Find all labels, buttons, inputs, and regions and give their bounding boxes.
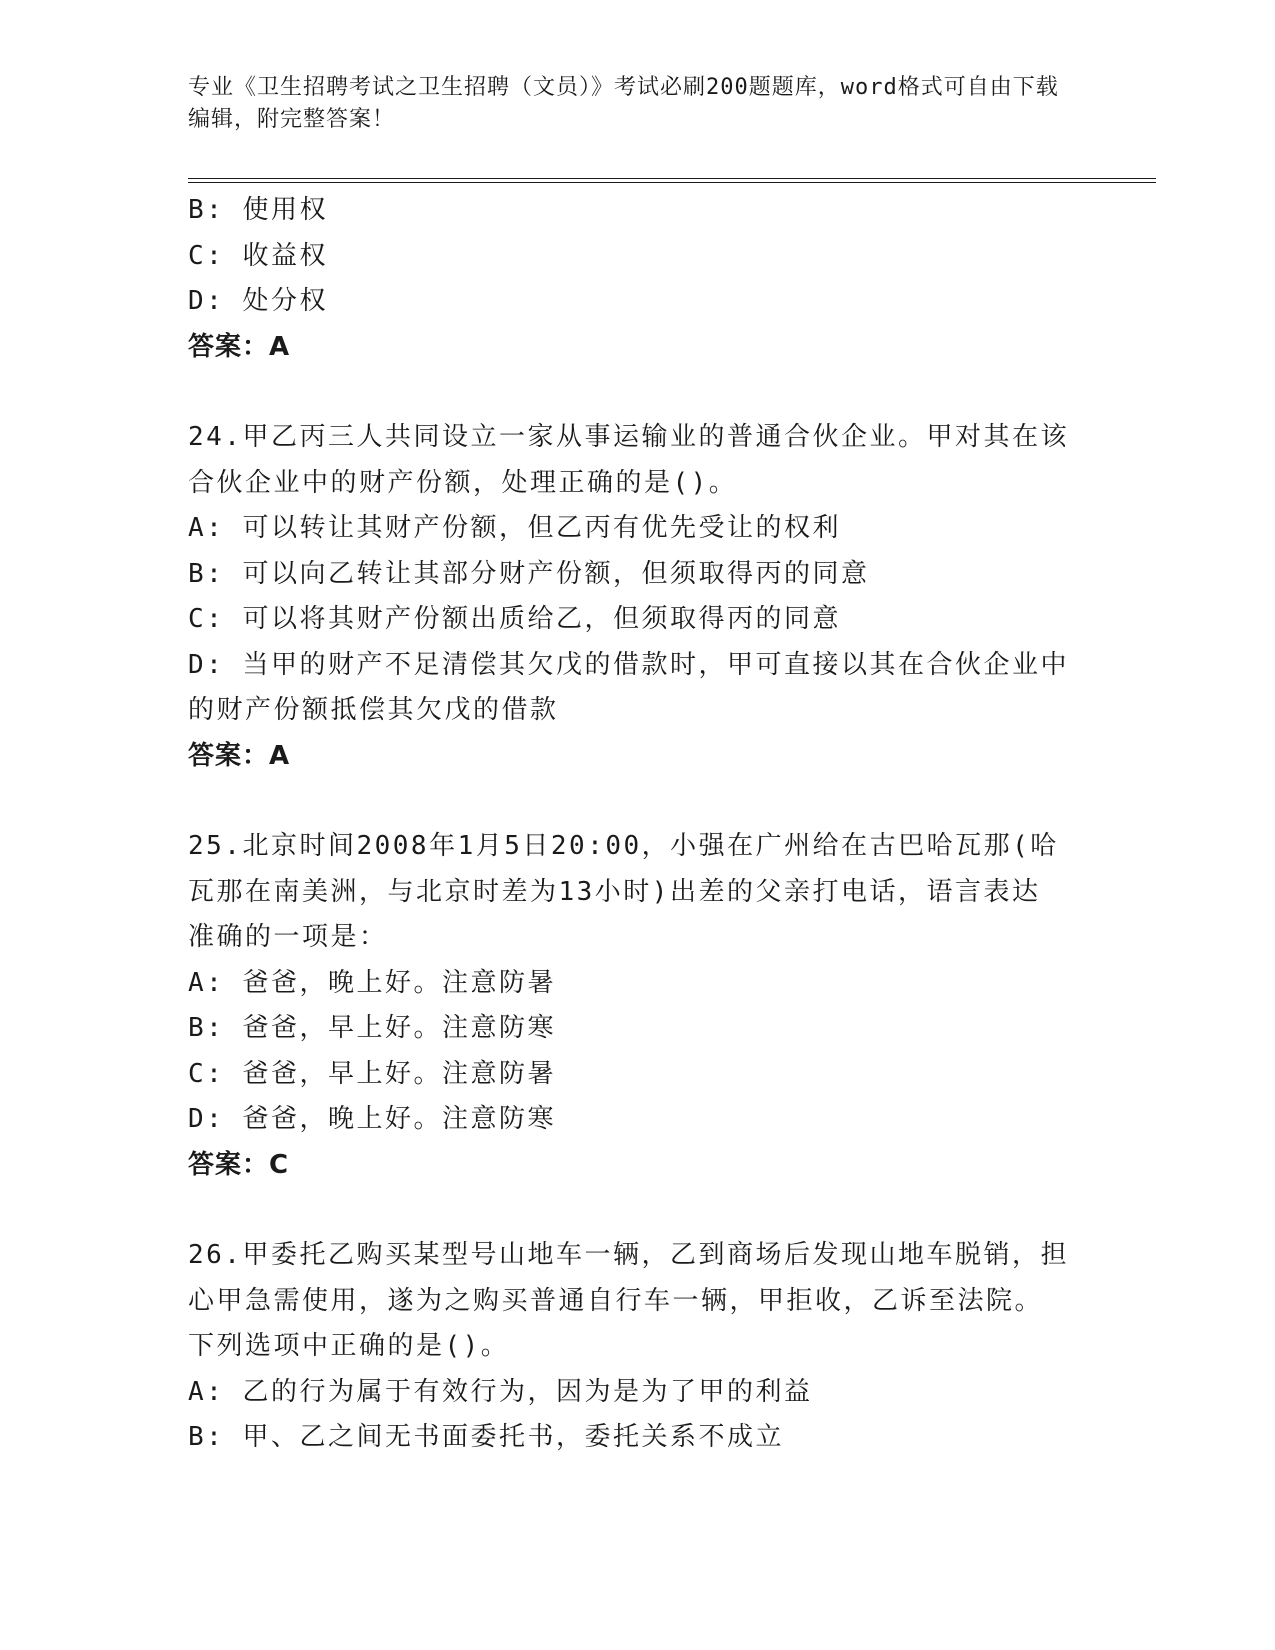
option-a: A: 乙的行为属于有效行为，因为是为了甲的利益 bbox=[188, 1376, 813, 1407]
option-b: B: 爸爸，早上好。注意防寒 bbox=[188, 1013, 556, 1043]
option-b: B: 可以向乙转让其部分财产份额，但须取得丙的同意 bbox=[188, 558, 870, 589]
option-c: C: 收益权 bbox=[188, 240, 328, 271]
question-text-line: 准确的一项是： bbox=[188, 922, 388, 952]
option-a: A: 可以转让其财产份额，但乙丙有优先受让的权利 bbox=[188, 513, 841, 543]
answer-line: 答案：C bbox=[188, 1149, 290, 1180]
option-d: D: 当甲的财产不足清偿其欠戊的借款时，甲可直接以其在合伙企业中 bbox=[188, 649, 1069, 680]
answer-line: 答案：A bbox=[188, 740, 291, 771]
option-a: A: 爸爸，晚上好。注意防暑 bbox=[188, 967, 556, 998]
question-text-line: 合伙企业中的财产份额，处理正确的是()。 bbox=[188, 467, 738, 498]
question-continued bbox=[188, 188, 1088, 370]
question-text-line: 下列选项中正确的是()。 bbox=[188, 1331, 510, 1361]
option-c: C: 爸爸，早上好。注意防暑 bbox=[188, 1058, 556, 1089]
document-header: 专业《卫生招聘考试之卫生招聘（文员）》考试必刷200题题库，word格式可自由下载编辑，附完整答案！ bbox=[188, 75, 1059, 132]
question-text-line: 瓦那在南美洲，与北京时差为13小时)出差的父亲打电话，语言表达 bbox=[188, 876, 1041, 907]
option-b: B: 使用权 bbox=[188, 195, 328, 225]
question-text-line: 25.北京时间2008年1月5日20:00，小强在广州给在古巴哈瓦那(哈 bbox=[188, 831, 1059, 861]
option-d: D: 爸爸，晚上好。注意防寒 bbox=[188, 1104, 556, 1134]
option-d-continued: 的财产份额抵偿其欠戊的借款 bbox=[188, 695, 559, 725]
option-c: C: 可以将其财产份额出质给乙，但须取得丙的同意 bbox=[188, 604, 841, 634]
question-24 bbox=[188, 415, 1088, 779]
spacer bbox=[188, 1188, 1088, 1233]
document-body bbox=[188, 188, 1088, 1461]
header-rule-bottom bbox=[188, 182, 1156, 183]
spacer bbox=[188, 779, 1088, 824]
question-text-line: 24.甲乙丙三人共同设立一家从事运输业的普通合伙企业。甲对其在该 bbox=[188, 422, 1069, 452]
question-25 bbox=[188, 824, 1088, 1188]
question-text-line: 26.甲委托乙购买某型号山地车一辆，乙到商场后发现山地车脱销，担 bbox=[188, 1240, 1069, 1270]
option-d: D: 处分权 bbox=[188, 286, 328, 316]
question-26 bbox=[188, 1233, 1088, 1461]
header-rule-top bbox=[188, 178, 1156, 179]
question-text-line: 心甲急需使用，遂为之购买普通自行车一辆，甲拒收，乙诉至法院。 bbox=[188, 1285, 1044, 1316]
spacer bbox=[188, 370, 1088, 415]
answer-line: 答案：A bbox=[188, 331, 291, 362]
option-b: B: 甲、乙之间无书面委托书，委托关系不成立 bbox=[188, 1422, 784, 1452]
